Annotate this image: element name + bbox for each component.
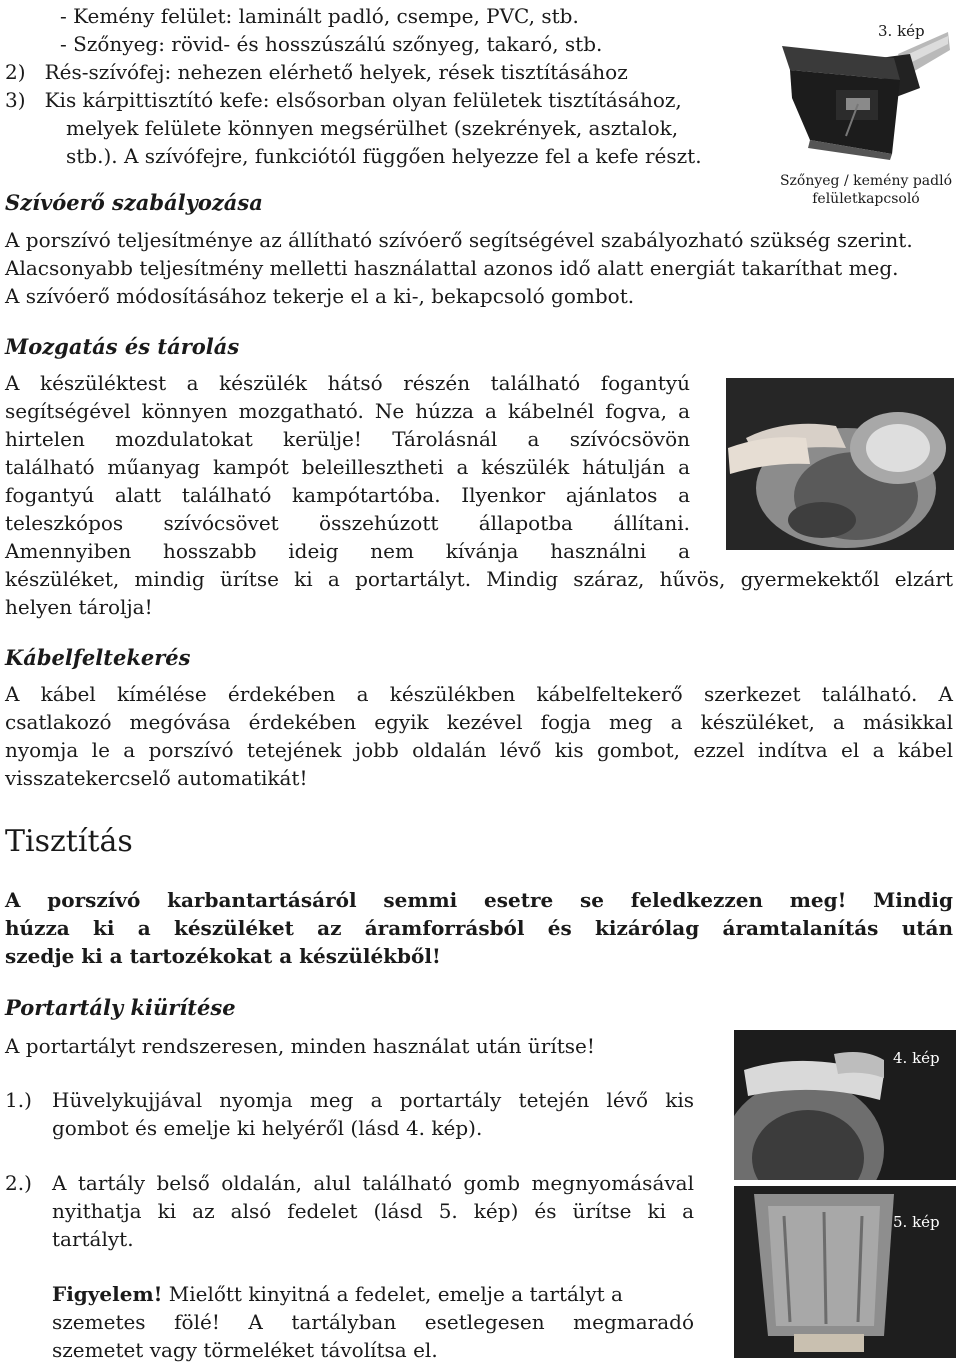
heading-cable-rewind: Kábelfeltekerés xyxy=(5,645,191,670)
heading-cleaning: Tisztítás xyxy=(5,824,133,859)
warning-line2: szemetes fölé! A tartályban esetlegesen megmaradó xyxy=(52,1310,694,1334)
moving-text-line6: teleszkópos szívócsövet összehúzott állapotba állítani. xyxy=(5,511,690,535)
figure-3-label: 3. kép xyxy=(878,22,925,40)
figure-5-label: 5. kép xyxy=(893,1213,940,1231)
list-item-crevice-tool: 2) Rés-szívófej: nehezen elérhető helyek, rések tisztításához xyxy=(5,60,628,84)
figure-3-caption-line2: felületkapcsoló xyxy=(812,191,920,207)
cleaning-warning-line3: szedje ki a tartozékokat a készülékből! xyxy=(5,944,441,968)
moving-text-line7: Amennyiben hosszabb ideig nem kívánja használni a xyxy=(5,539,690,563)
cable-text-line2: csatlakozó megóvása érdekében egyik kezével fogja meg a készüléket, a másikkal xyxy=(5,710,953,734)
moving-text-line1: A készüléktest a készülék hátsó részén található fogantyú xyxy=(5,371,690,395)
heading-suction-control: Szívóerő szabályozása xyxy=(5,190,263,215)
step-2-number: 2.) xyxy=(5,1171,32,1195)
figure-3-caption-line1: Szőnyeg / kemény padló xyxy=(779,173,953,189)
step-2-line3: tartályt. xyxy=(52,1227,134,1251)
warning-line1-text: Mielőtt kinyitná a fedelet, emelje a tartályt a xyxy=(162,1282,623,1306)
cleaning-warning-line2: húzza ki a készüléket az áramforrásból és kizárólag áramtalanítás után xyxy=(5,916,953,940)
figure-3-nozzle-photo xyxy=(780,18,950,168)
figure-4-label: 4. kép xyxy=(893,1049,940,1067)
list-item-upholstery-brush-cont2: stb.). A szívófejre, funkciótól függően helyezze fel a kefe részt. xyxy=(66,144,702,168)
list-line-hard-floor: - Kemény felület: laminált padló, csempe, PVC, stb. xyxy=(60,4,579,28)
step-1-line1: Hüvelykujjával nyomja meg a portartály tetején lévő kis xyxy=(52,1088,694,1112)
suction-text-line1: A porszívó teljesítménye az állítható szívóerő segítségével szabályozható szükség szerint. xyxy=(5,228,913,252)
step-2-line1: A tartály belső oldalán, alul található gomb megnyomásával xyxy=(52,1171,694,1195)
moving-text-line8: készüléket, mindig ürítse ki a portartályt. Mindig száraz, hűvös, gyermekektől elzárt xyxy=(5,567,953,591)
step-2-line2: nyithatja ki az alsó fedelet (lásd 5. kép) és ürítse ki a xyxy=(52,1199,694,1223)
warning-line1 xyxy=(52,1280,623,1308)
moving-text-line3: hirtelen mozdulatokat kerülje! Tárolásnál a szívócsövön xyxy=(5,427,690,451)
list-line-carpet: - Szőnyeg: rövid- és hosszúszálú szőnyeg, takaró, stb. xyxy=(60,32,603,56)
heading-moving-storage: Mozgatás és tárolás xyxy=(5,334,240,359)
warning-line3: szemetet vagy törmeléket távolítsa el. xyxy=(52,1338,438,1362)
suction-text-line3: A szívóerő módosításához tekerje el a ki-, bekapcsoló gombot. xyxy=(5,284,635,308)
moving-text-line9: helyen tárolja! xyxy=(5,595,153,619)
moving-text-line2: segítségével könnyen mozgatható. Ne húzza a kábelnél fogva, a xyxy=(5,399,690,423)
figure-5-photo xyxy=(734,1186,956,1358)
list-item-upholstery-brush: 3) Kis kárpittisztító kefe: elsősorban olyan felületek tisztításához, xyxy=(5,88,682,112)
list-item-upholstery-brush-cont: melyek felülete könnyen megsérülhet (szekrények, asztalok, xyxy=(66,116,679,140)
cleaning-warning-line1: A porszívó karbantartásáról semmi esetre se feledkezzen meg! Mindig xyxy=(5,888,953,912)
moving-text-line5: fogantyú alatt található kampótartóba. Ilyenkor ajánlatos a xyxy=(5,483,690,507)
cable-text-line3: nyomja le a porszívó tetejének jobb oldalán lévő kis gombot, ezzel indítva el a kábel xyxy=(5,738,953,762)
warning-label: Figyelem! xyxy=(52,1282,163,1306)
moving-text-line4: található műanyag kampót beleillesztheti a készülék hátulján a xyxy=(5,455,690,479)
suction-text-line2: Alacsonyabb teljesítmény melletti használattal azonos idő alatt energiát takaríthat meg. xyxy=(5,256,899,280)
step-1-number: 1.) xyxy=(5,1088,32,1112)
step-1-line2: gombot és emelje ki helyéről (lásd 4. kép). xyxy=(52,1116,483,1140)
vacuum-handle-photo xyxy=(726,378,954,550)
heading-dust-container: Portartály kiürítése xyxy=(5,995,236,1020)
cable-text-line1: A kábel kímélése érdekében a készülékben kábelfeltekerő szerkezet található. A xyxy=(5,682,953,706)
cable-text-line4: visszatekercselő automatikát! xyxy=(5,766,308,790)
dust-intro: A portartályt rendszeresen, minden használat után ürítse! xyxy=(5,1034,595,1058)
